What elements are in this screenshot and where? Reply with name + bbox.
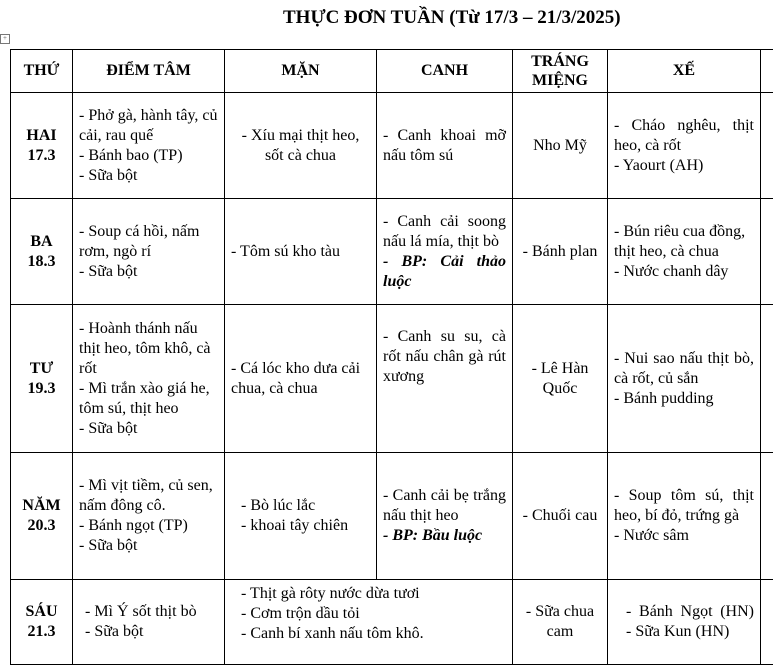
dessert-cell[interactable]: - Chuối cau (513, 453, 608, 580)
list-item: - Yaourt (AH) (614, 156, 704, 174)
header-extra (761, 50, 773, 93)
list-item: - Canh khoai mỡ nấu tôm sú (383, 126, 506, 164)
list-item: - Bánh ngọt (TP) (79, 517, 188, 534)
snack-cell[interactable] (608, 305, 761, 453)
day-name: NĂM (22, 497, 61, 514)
list-item: - Cá lóc kho dưa cải chua, cà chua (231, 359, 361, 397)
day-date: 21.3 (27, 623, 56, 640)
soup-cell[interactable] (377, 199, 513, 305)
list-item: - Cháo nghêu, thịt heo, cà rốt (614, 116, 754, 154)
list-item: - Sữa bột (85, 623, 144, 640)
dessert-cell[interactable]: - Sữa chua cam (513, 580, 608, 665)
breakfast-cell[interactable] (73, 305, 225, 453)
soup-side-dish: - BP: Cải thảo luộc (383, 252, 506, 290)
table-row (11, 199, 773, 305)
list-item: - Phở gà, hành tây, củ cải, rau quế (79, 106, 218, 144)
breakfast-cell[interactable] (73, 93, 225, 199)
day-cell (11, 199, 73, 305)
day-cell (11, 453, 73, 580)
soup-cell[interactable] (377, 305, 513, 453)
snack-cell[interactable] (608, 199, 761, 305)
list-item: - Mì Ý sốt thịt bò (85, 603, 197, 620)
list-item: - Canh cải soong nấu lá mía, thịt bò (383, 212, 506, 250)
list-item: - Sữa bột (79, 166, 138, 184)
main-cell[interactable] (225, 93, 377, 199)
list-item: - Bánh bao (TP) (79, 146, 183, 164)
day-cell (11, 93, 73, 199)
list-item: - Mì trắn xào giá he, tôm sú, thịt heo (79, 379, 210, 417)
table-row (11, 93, 773, 199)
list-item: - Sữa bột (79, 262, 138, 280)
header-main: MẶN (225, 50, 377, 93)
header-breakfast: ĐIỂM TÂM (73, 50, 225, 93)
list-item: - Nước chanh dây (614, 262, 729, 280)
main-cell[interactable] (225, 453, 377, 580)
header-day: THỨ (11, 50, 73, 93)
list-item: - khoai tây chiên (241, 517, 349, 534)
list-item: - Canh bí xanh nấu tôm khô. (241, 625, 424, 642)
weekly-menu-table (10, 49, 773, 665)
snack-cell[interactable] (608, 93, 761, 199)
main-cell[interactable] (225, 199, 377, 305)
day-name: BA (30, 232, 53, 250)
day-date: 19.3 (27, 379, 56, 397)
day-date: 17.3 (27, 146, 56, 164)
list-item: - Hoành thánh nấu thịt heo, tôm khô, cà rốt (79, 319, 211, 377)
list-item: - Bánh Ngọt (HN) (626, 603, 754, 620)
header-row (11, 50, 773, 93)
day-date: 18.3 (27, 252, 56, 270)
breakfast-cell[interactable] (73, 453, 225, 580)
list-item: - Xíu mại thịt heo, sốt cà chua (241, 126, 360, 164)
soup-cell[interactable] (377, 93, 513, 199)
extra-cell (761, 453, 773, 580)
list-item: - Tôm sú kho tàu (231, 242, 341, 260)
extra-cell (761, 305, 773, 453)
list-item: - Sữa bột (79, 537, 138, 554)
extra-cell (761, 93, 773, 199)
list-item: - Cơm trộn dầu tỏi (241, 605, 360, 622)
day-name: TƯ (29, 359, 54, 377)
table-row (11, 305, 773, 453)
list-item: - Sữa Kun (HN) (626, 623, 730, 640)
snack-cell[interactable] (608, 453, 761, 580)
soup-side-dish: - BP: Bầu luộc (383, 527, 483, 544)
list-item: - Thịt gà rôty nước dừa tươi (241, 585, 420, 602)
list-item: - Canh cải bẹ trắng nấu thịt heo (383, 487, 506, 524)
list-item: - Canh su su, cà rốt nấu chân gà rút xương (383, 328, 506, 385)
dessert-cell[interactable]: Nho Mỹ (513, 93, 608, 199)
breakfast-cell[interactable] (73, 199, 225, 305)
extra-cell (761, 580, 773, 665)
list-item: - Bún riêu cua đồng, thịt heo, cà chua (614, 222, 746, 260)
list-item: - Soup cá hồi, nấm rơm, ngò rí (79, 222, 200, 260)
main-soup-combined-cell[interactable] (225, 580, 513, 665)
dessert-cell[interactable]: - Bánh plan (513, 199, 608, 305)
list-item: - Soup tôm sú, thịt heo, bí đỏ, trứng gà (614, 487, 754, 524)
dessert-cell[interactable]: - Lê Hàn Quốc (513, 305, 608, 453)
day-date: 20.3 (27, 517, 56, 534)
list-item: - Nước sâm (614, 527, 689, 544)
day-cell (11, 580, 73, 665)
snack-cell[interactable] (608, 580, 761, 665)
header-soup: CANH (377, 50, 513, 93)
page-title: THỰC ĐƠN TUẦN (Từ 17/3 – 21/3/2025) (283, 7, 621, 28)
table-row (11, 580, 773, 665)
list-item: - Nui sao nấu thịt bò, cà rốt, củ sắn (614, 349, 754, 387)
day-cell (11, 305, 73, 453)
table-row (11, 453, 773, 580)
list-item: - Bánh pudding (614, 389, 714, 407)
header-dessert: TRÁNG MIỆNG (513, 50, 608, 93)
list-item: - Sữa bột (79, 419, 138, 437)
day-name: HAI (26, 126, 57, 144)
day-name: SÁU (25, 603, 58, 620)
table-move-handle-icon[interactable]: + (0, 34, 10, 44)
list-item: - Mì vịt tiềm, củ sen, nấm đông cô. (79, 477, 213, 514)
main-cell[interactable] (225, 305, 377, 453)
header-snack: XẾ (608, 50, 761, 93)
breakfast-cell[interactable] (73, 580, 225, 665)
extra-cell (761, 199, 773, 305)
soup-cell[interactable] (377, 453, 513, 580)
list-item: - Bò lúc lắc (241, 497, 316, 514)
